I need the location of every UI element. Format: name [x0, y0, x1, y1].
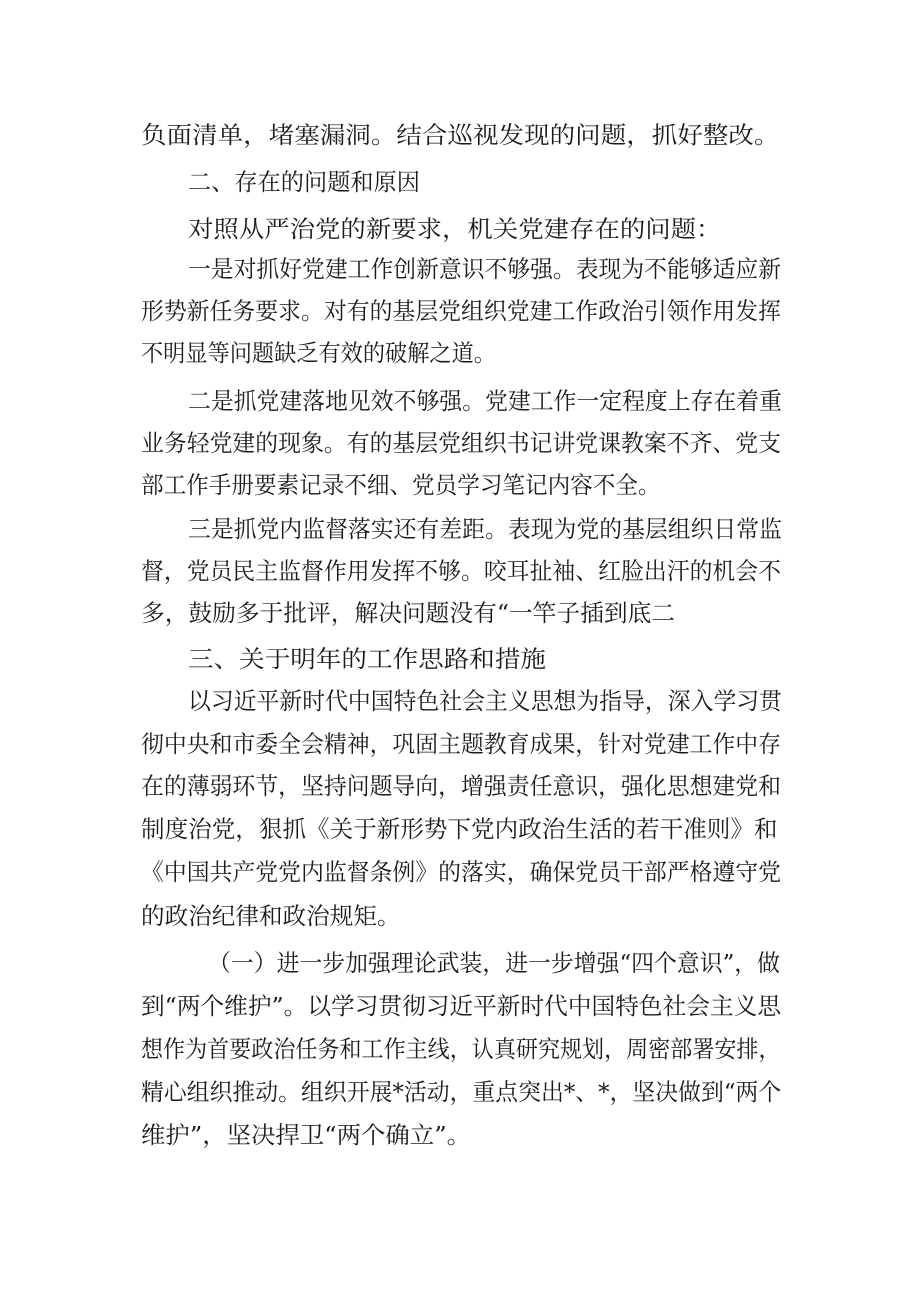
section-heading: 三、关于明年的工作思路和措施: [188, 645, 546, 673]
section-heading: 二、存在的问题和原因: [188, 168, 420, 196]
paragraph-line: 的政治纪律和政治规矩。: [141, 902, 401, 930]
subsection-heading-line: （一）进一步加强理论武装，进一步增强“四个意识”，做: [208, 949, 781, 977]
paragraph-line: 督，党员民主监督作用发挥不够。咬耳扯袖、红脸出汗的机会不: [141, 557, 781, 585]
paragraph-line: 想作为首要政治任务和工作主线，认真研究规划，周密部署安排，: [141, 1035, 781, 1063]
paragraph-line: 多，鼓励多于批评，解决问题没有“一竿子插到底二: [141, 599, 676, 627]
paragraph-line: 精心组织推动。组织开展*活动，重点突出*、*，坚决做到“两个: [141, 1078, 782, 1106]
paragraph-line: 以习近平新时代中国特色社会主义思想为指导，深入学习贯: [188, 687, 782, 715]
paragraph-line: 一是对抓好党建工作创新意识不够强。表现为不能够适应新: [188, 255, 781, 283]
paragraph-line: 二是抓党建落地见效不够强。党建工作一定程度上存在着重: [188, 387, 782, 415]
paragraph-line: 在的薄弱环节，坚持问题导向，增强责任意识，强化思想建党和: [141, 772, 781, 800]
paragraph-line: 业务轻党建的现象。有的基层党组织书记讲党课教案不齐、党支: [141, 429, 781, 457]
paragraph-line: 不明显等问题缺乏有效的破解之道。: [141, 339, 496, 367]
paragraph-line: 彻中央和市委全会精神，巩固主题教育成果，针对党建工作中存: [141, 730, 781, 758]
paragraph-line: 对照从严治党的新要求，机关党建存在的问题：: [188, 215, 722, 243]
paragraph-line: 到“两个维护”。以学习贯彻习近平新时代中国特色社会主义思: [141, 992, 782, 1020]
paragraph-line: 维护”，坚决捍卫“两个确立”。: [141, 1121, 472, 1149]
paragraph-line: 《中国共产党党内监督条例》的落实，确保党员干部严格遵守党: [141, 858, 781, 886]
paragraph-line: 部工作手册要素记录不细、党员学习笔记内容不全。: [141, 471, 661, 499]
paragraph-line: 三是抓党内监督落实还有差距。表现为党的基层组织日常监: [188, 515, 782, 543]
paragraph-line: 制度治党，狠抓《关于新形势下党内政治生活的若干准则》和: [141, 815, 778, 843]
paragraph-line: 负面清单，堵塞漏洞。结合巡视发现的问题，抓好整改。: [141, 121, 780, 149]
paragraph-line: 形势新任务要求。对有的基层党组织党建工作政治引领作用发挥: [141, 297, 781, 325]
